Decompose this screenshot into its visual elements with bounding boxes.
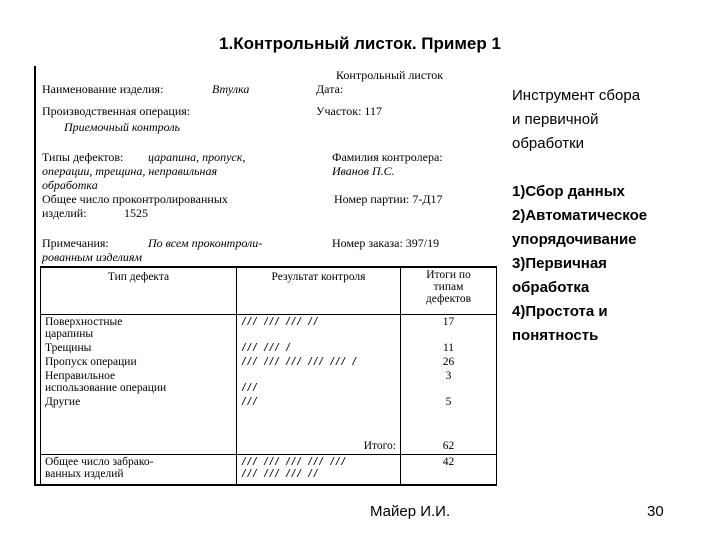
col-header-defect-type: Тип дефекта [41,267,237,314]
defect-tally-table [40,266,497,486]
total-cell: 11 [401,341,497,355]
side-item-2b: упорядочивание [512,231,637,248]
side-item-4: 4)Простота и [512,303,608,320]
col-header-result: Результат контроля [237,267,401,314]
table-header-row [41,267,497,314]
page-number: 30 [647,503,664,520]
tally-cell: /// [237,395,401,409]
rejected-row [41,455,497,485]
total-checked-label-1: Общее число проконтролированных [42,192,228,206]
notes-label: Примечания: [42,236,109,250]
sum-row [41,439,497,455]
table-row [41,369,497,395]
defect-type-cell: Другие [41,395,237,409]
side-item-2: 2)Автоматическое [512,207,648,224]
total-cell: 26 [401,355,497,369]
product-label: Наименование изделия: [42,82,164,96]
side-line-1: Инструмент сбора [512,87,641,104]
operation-value: Приемочный контроль [64,120,181,134]
check-sheet-scan [34,66,494,486]
defect-types-value-2: операции, трещина, неправильная [42,164,218,178]
rejected-label-1: Общее число забрако- [45,456,154,468]
date-label: Дата: [316,82,344,96]
spacer-cell [401,409,497,439]
sum-value: 62 [401,439,497,455]
defect-type-line-2: царапины [45,327,94,340]
table-row [41,341,497,355]
notes-value-1: По всем проконтроли- [148,236,263,250]
tally-cell: /// /// /// /// /// / [237,355,401,369]
rejected-label-2: ванных изделий [45,468,124,480]
rejected-label-cell [41,455,237,485]
side-item-4b: понятность [512,327,599,344]
rejected-tally-2: /// /// /// // [241,468,319,479]
col-header-totals-1: Итоги по [426,269,471,281]
inspector-value: Иванов П.С. [332,164,395,178]
sum-label: Итого: [237,439,401,455]
side-item-3: 3)Первичная [512,255,607,272]
side-spacer [512,156,712,180]
defect-type-cell [41,314,237,341]
defect-type-cell: Пропуск операции [41,355,237,369]
side-line-3: обработки [512,135,585,152]
rejected-tally-1: /// /// /// /// /// [241,456,346,467]
defect-type-line-2: использование операции [45,381,167,394]
product-value: Втулка [212,82,250,96]
defect-type-cell [41,369,237,395]
defect-types-label: Типы дефектов: [42,150,124,164]
slide-title: 1.Контрольный листок. Пример 1 [219,34,501,53]
side-item-1: 1)Сбор данных [512,183,625,200]
table-row [41,314,497,341]
sheet-heading: Контрольный листок [336,68,444,82]
table-row [41,395,497,409]
table-spacer-row [41,409,497,439]
tally-cell: /// /// /// // [237,314,401,341]
defect-type-cell: Трещины [41,341,237,355]
total-cell: 17 [401,314,497,341]
table-row [41,355,497,369]
total-cell: 3 [401,369,497,395]
footer-author: Майер И.И. [370,503,451,520]
sum-empty-cell [41,439,237,455]
rejected-tally-cell [237,455,401,485]
tally-cell: /// /// / [237,341,401,355]
section-label: Участок: 117 [316,104,382,118]
side-line-2: и первичной [512,111,599,128]
spacer-cell [41,409,237,439]
total-checked-label-2: изделий: [42,206,87,220]
defect-types-value-1: царапина, пропуск, [148,150,246,164]
tally-cell: /// [237,369,401,395]
spacer-cell [237,409,401,439]
col-header-totals-3: дефектов [425,293,472,305]
side-description [512,84,712,348]
defect-type-line-1: Неправильное [45,369,116,382]
rejected-value: 42 [401,455,497,485]
total-cell: 5 [401,395,497,409]
operation-label: Производственная операция: [42,104,191,118]
col-header-totals [401,267,497,314]
order-label: Номер заказа: 397/19 [332,236,440,250]
side-item-3b: обработка [512,279,590,296]
total-checked-value: 1525 [124,206,148,220]
defect-type-line-1: Поверхностные [45,315,123,328]
inspector-label: Фамилия контролера: [332,150,443,164]
col-header-totals-2: типам [433,281,464,293]
notes-value-2: рованным изделиям [42,250,143,264]
defect-types-value-3: обработка [42,178,98,192]
batch-label: Номер партии: 7-Д17 [334,192,443,206]
